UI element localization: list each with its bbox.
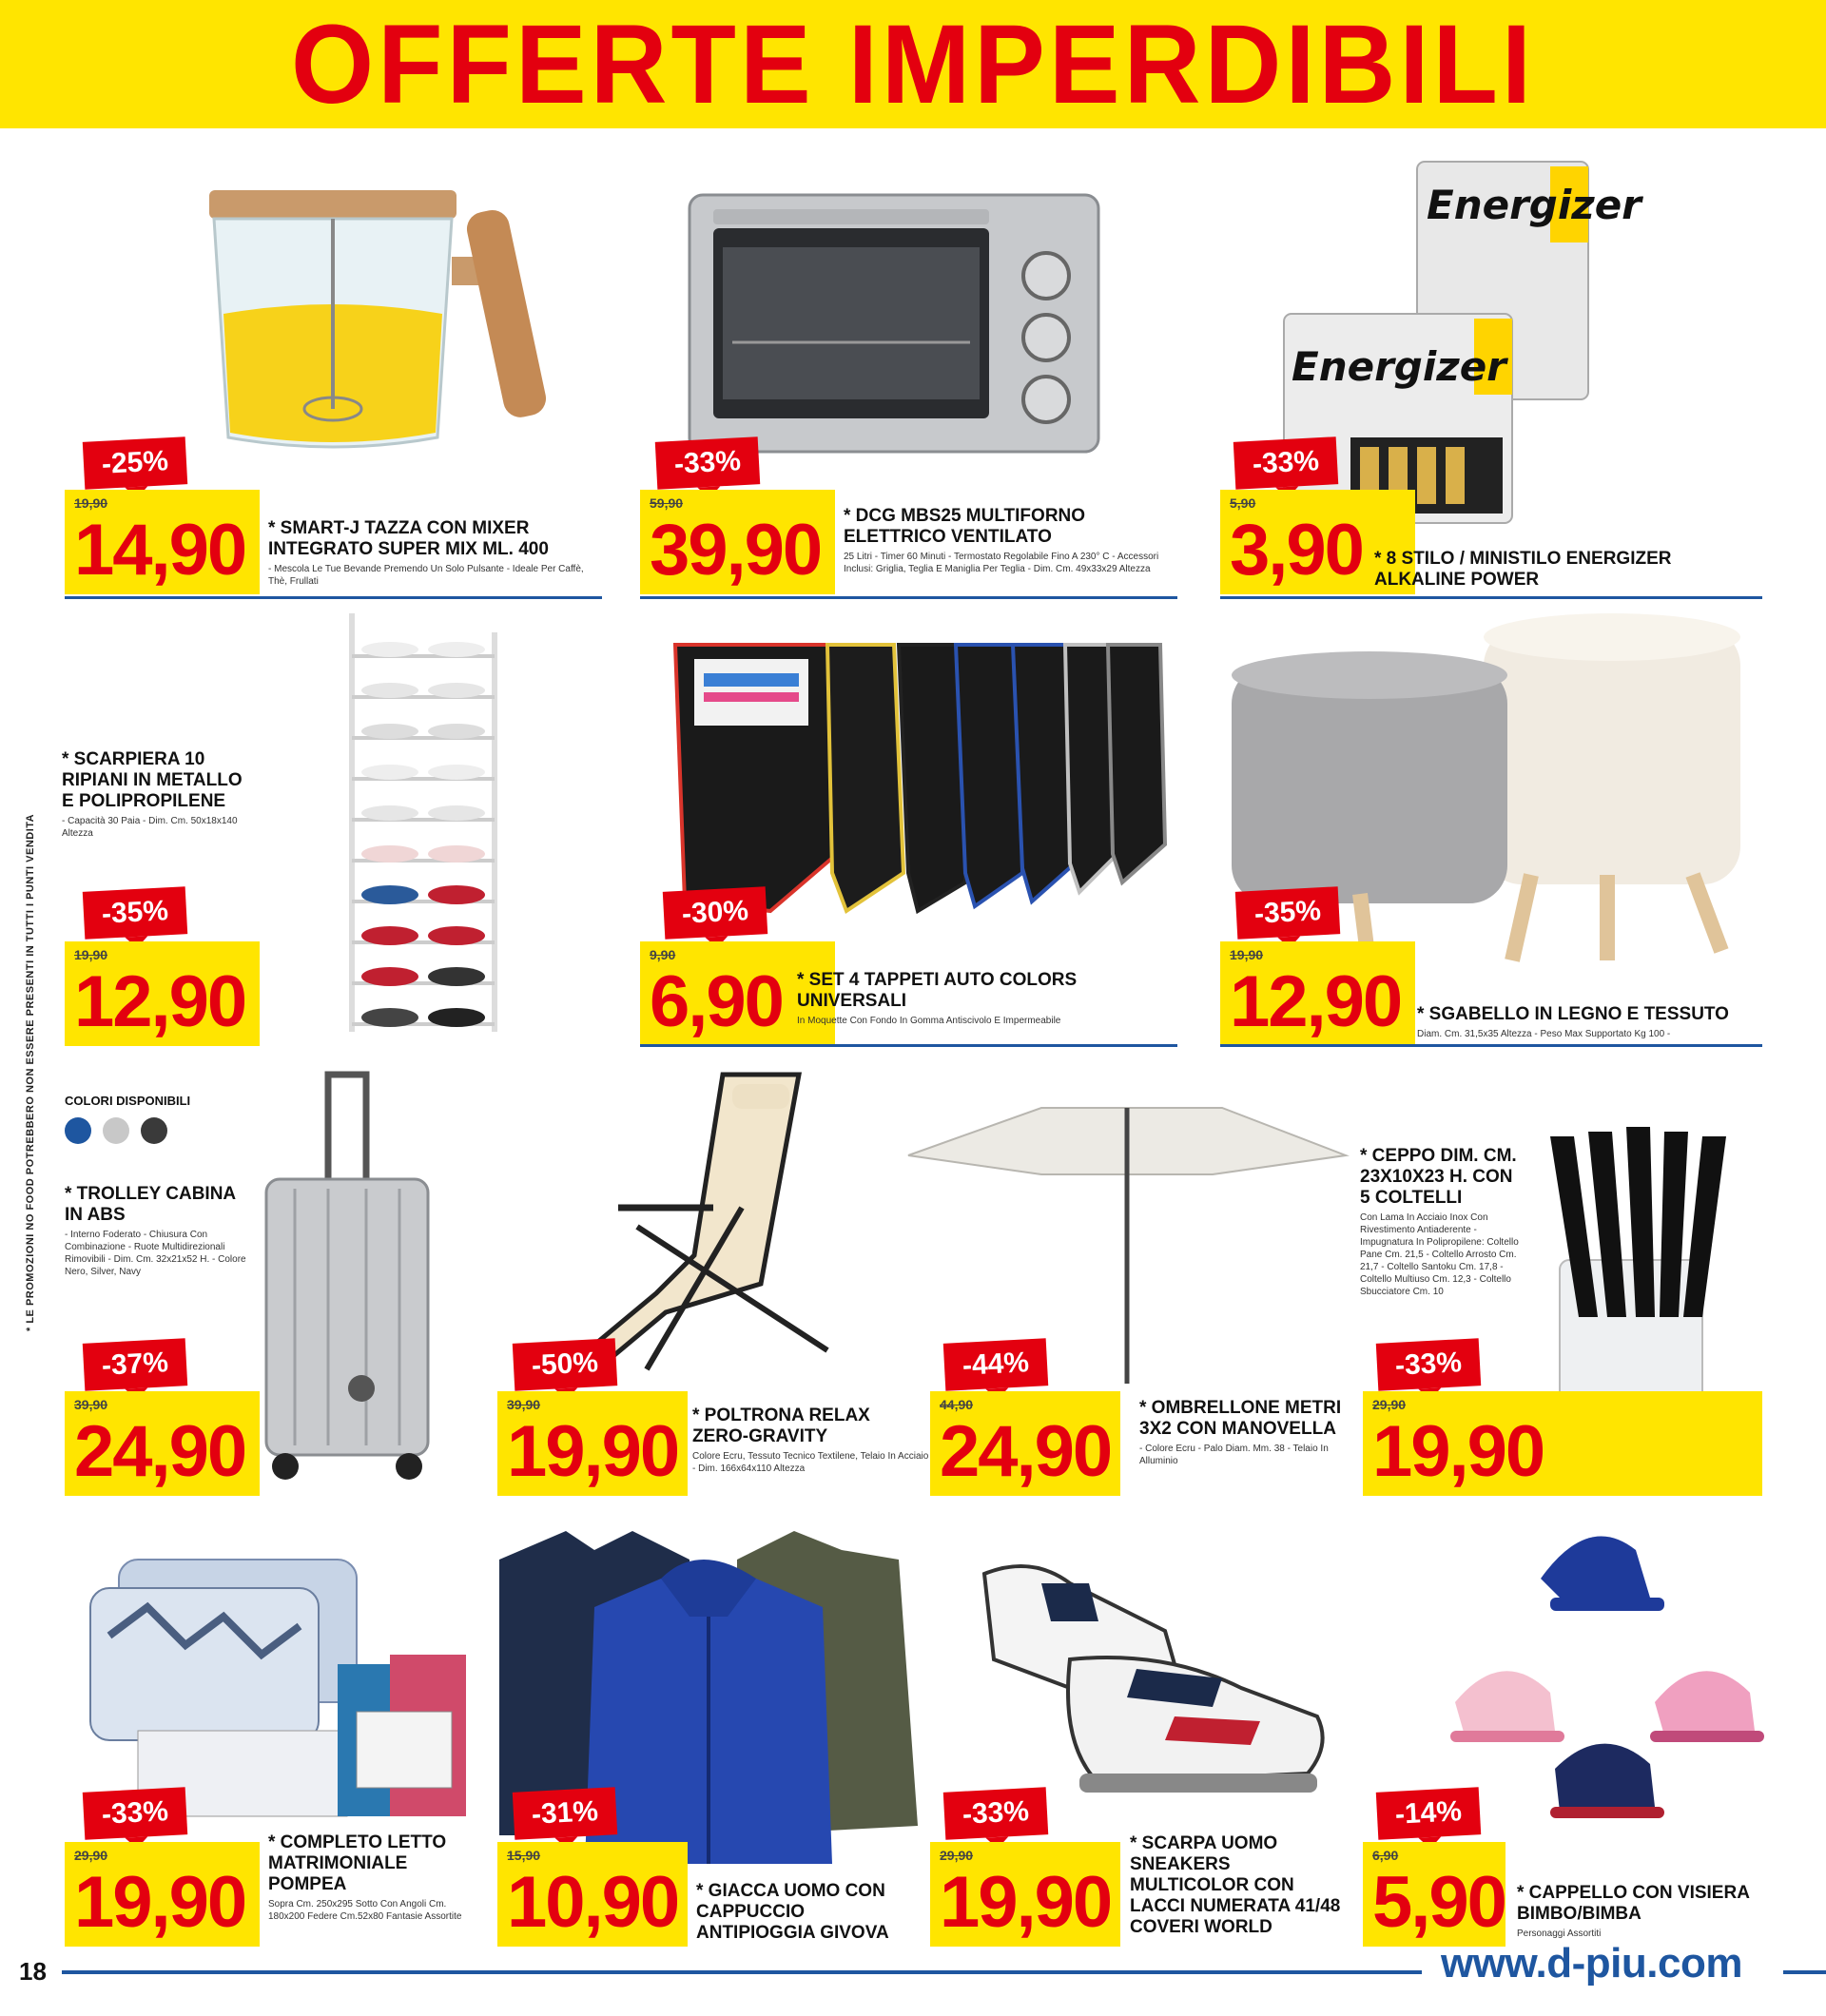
colors-available-label: COLORI DISPONIBILI <box>65 1094 191 1108</box>
sale-price: 3,90 <box>1230 510 1363 591</box>
discount-badge: -35% <box>1235 886 1340 940</box>
discount-badge: -33% <box>1376 1338 1481 1391</box>
price-box <box>640 490 835 594</box>
product-description <box>797 970 1101 1027</box>
sale-price: 19,90 <box>74 1862 246 1943</box>
car-mats-icon <box>666 635 1179 921</box>
svg-text:Energizer: Energizer <box>1292 343 1506 390</box>
discount-badge: -35% <box>83 886 187 940</box>
product-detail: Con Lama In Acciaio Inox Con Rivestimento Antiaderente - Impugnatura In Polipropilene: Coltello Pane Cm. 21,5 - Coltello Arrosto Cm. 21,7 - Coltello Santoku Cm. 17,8 - Coltello Multiuso Cm. 12,3 - Coltello Sbucciatore Cm. 10 <box>1360 1212 1519 1297</box>
price-box <box>65 490 260 594</box>
divider <box>1220 596 1762 599</box>
product-description <box>268 518 592 588</box>
discount-badge: -33% <box>943 1787 1048 1840</box>
price-box <box>1363 1842 1505 1947</box>
price-box <box>1220 941 1415 1046</box>
product-title: * DCG MBS25 MULTIFORNO ELETTRICO VENTILATO <box>844 506 1086 547</box>
product-detail: Colore Ecru, Tessuto Tecnico Textilene, Telaio In Acciaio - Dim. 166x64x110 Altezza <box>692 1451 929 1474</box>
discount-badge: -33% <box>655 436 760 490</box>
divider <box>640 596 1177 599</box>
product-title: * COMPLETO LETTO MATRIMONIALE POMPEA <box>268 1832 447 1894</box>
divider <box>640 1044 1177 1047</box>
color-swatch-silver[interactable] <box>103 1117 129 1144</box>
old-price: 19,90 <box>74 947 108 962</box>
footer-divider-right <box>1783 1970 1826 1974</box>
old-price: 5,90 <box>1230 495 1256 511</box>
sale-price: 5,90 <box>1372 1862 1505 1943</box>
old-price: 39,90 <box>507 1397 541 1412</box>
product-title: * SCARPIERA 10 RIPIANI IN METALLO E POLIPROPILENE <box>62 749 243 811</box>
old-price: 6,90 <box>1372 1848 1399 1863</box>
price-box <box>930 1842 1120 1947</box>
oven-icon <box>685 171 1103 456</box>
bed-linen-icon <box>81 1550 480 1826</box>
discount-badge: -33% <box>83 1787 187 1840</box>
discount-badge: -25% <box>83 436 187 490</box>
product-detail: 25 Litri - Timer 60 Minuti - Termostato Regolabile Fino A 230° C - Accessori Inclusi: Griglia, Teglia E Maniglia Per Teglia - Dim. Cm. 49x33x29 Altezza <box>844 552 1159 574</box>
page-title: OFFERTE IMPERDIBILI <box>291 1 1535 127</box>
color-swatch-navy[interactable] <box>65 1117 91 1144</box>
product-title: * TROLLEY CABINA IN ABS <box>65 1184 236 1225</box>
product-title: * OMBRELLONE METRI 3X2 CON MANOVELLA <box>1139 1398 1342 1439</box>
sale-price: 19,90 <box>940 1862 1112 1943</box>
product-detail: - Colore Ecru - Palo Diam. Mm. 38 - Telaio In Alluminio <box>1139 1444 1329 1466</box>
divider <box>1220 1044 1762 1047</box>
product-description <box>692 1405 930 1475</box>
product-detail: Diam. Cm. 31,5x35 Altezza - Peso Max Supportato Kg 100 - <box>1417 1029 1671 1039</box>
old-price: 59,90 <box>650 495 684 511</box>
discount-badge: -30% <box>663 886 767 940</box>
product-detail: - Interno Foderato - Chiusura Con Combinazione - Ruote Multidirezionali Rimovibili - Dim. Cm. 32x21x52 H. - Colore Nero, Silver, Navy <box>65 1230 246 1277</box>
product-title: * POLTRONA RELAX ZERO-GRAVITY <box>692 1405 870 1446</box>
trolley-icon <box>257 1065 437 1483</box>
old-price: 19,90 <box>1230 947 1264 962</box>
sale-price: 24,90 <box>940 1411 1112 1492</box>
old-price: 29,90 <box>1372 1397 1407 1412</box>
mixer-mug-icon <box>171 181 571 456</box>
divider <box>65 596 602 599</box>
product-title: * CEPPO DIM. CM. 23X10X23 H. CON 5 COLTELLI <box>1360 1146 1517 1208</box>
disclaimer-note: * LE PROMOZIONI NO FOOD POTREBBERO NON ESSERE PRESENTI IN TUTTI I PUNTI VENDITA <box>25 813 36 1331</box>
product-detail: Sopra Cm. 250x295 Sotto Con Angoli Cm. 180x200 Federe Cm.52x80 Fantasie Assortite <box>268 1899 462 1922</box>
discount-badge: -14% <box>1376 1787 1481 1840</box>
page-header <box>0 0 1826 128</box>
product-description <box>1130 1833 1349 1938</box>
product-detail: - Mescola Le Tue Bevande Premendo Un Solo Pulsante - Ideale Per Caffè, Thè, Frullati <box>268 564 584 587</box>
svg-text:Energizer: Energizer <box>1427 182 1641 228</box>
shoe-rack-icon <box>342 613 504 1032</box>
sale-price: 24,90 <box>74 1411 246 1492</box>
price-box <box>1363 1391 1762 1496</box>
sale-price: 6,90 <box>650 961 783 1042</box>
product-description <box>696 1881 924 1944</box>
product-description <box>1417 1004 1778 1040</box>
discount-badge: -44% <box>943 1338 1048 1391</box>
color-swatch-black[interactable] <box>141 1117 167 1144</box>
product-detail: In Moquette Con Fondo In Gomma Antiscivolo E Impermeabile <box>797 1016 1061 1026</box>
old-price: 9,90 <box>650 947 676 962</box>
old-price: 29,90 <box>74 1848 108 1863</box>
product-title: * GIACCA UOMO CON CAPPUCCIO ANTIPIOGGIA GIVOVA <box>696 1881 889 1943</box>
price-box <box>65 1842 260 1947</box>
discount-badge: -33% <box>1234 436 1338 490</box>
product-detail: - Capacità 30 Paia - Dim. Cm. 50x18x140 Altezza <box>62 816 238 839</box>
product-description <box>1360 1146 1526 1298</box>
sale-price: 39,90 <box>650 510 822 591</box>
discount-badge: -31% <box>513 1787 617 1840</box>
price-box <box>497 1842 688 1947</box>
sale-price: 12,90 <box>74 961 246 1042</box>
old-price: 19,90 <box>74 495 108 511</box>
price-box <box>930 1391 1120 1496</box>
sneaker-icon <box>975 1555 1336 1812</box>
product-title: * SCARPA UOMO SNEAKERS MULTICOLOR CON LACCI NUMERATA 41/48 COVERI WORLD <box>1130 1833 1341 1937</box>
footer-divider <box>62 1970 1422 1974</box>
old-price: 29,90 <box>940 1848 974 1863</box>
product-detail: Personaggi Assortiti <box>1517 1929 1602 1939</box>
price-box <box>65 1391 260 1496</box>
old-price: 15,90 <box>507 1848 541 1863</box>
product-description <box>1139 1398 1349 1467</box>
website-link[interactable]: www.d-piu.com <box>1441 1940 1742 1987</box>
sale-price: 19,90 <box>1372 1411 1544 1492</box>
old-price: 39,90 <box>74 1397 108 1412</box>
page-number: 18 <box>19 1957 47 1986</box>
discount-badge: -37% <box>83 1338 187 1391</box>
product-description <box>1374 549 1698 591</box>
product-title: * 8 STILO / MINISTILO ENERGIZER ALKALINE POWER <box>1374 549 1672 590</box>
sale-price: 14,90 <box>74 510 246 591</box>
lounge-chair-icon <box>590 1065 875 1379</box>
product-description <box>62 749 252 840</box>
product-description <box>1517 1883 1793 1940</box>
product-title: * SMART-J TAZZA CON MIXER INTEGRATO SUPER MIX ML. 400 <box>268 518 549 559</box>
cap-icon <box>1446 1512 1769 1835</box>
sale-price: 19,90 <box>507 1411 679 1492</box>
price-box <box>65 941 260 1046</box>
knife-block-icon <box>1522 1127 1740 1431</box>
product-description <box>65 1184 255 1278</box>
price-box <box>497 1391 688 1496</box>
product-title: * CAPPELLO CON VISIERA BIMBO/BIMBA <box>1517 1883 1750 1924</box>
discount-badge: -50% <box>513 1338 617 1391</box>
old-price: 44,90 <box>940 1397 974 1412</box>
sale-price: 12,90 <box>1230 961 1402 1042</box>
product-title: * SET 4 TAPPETI AUTO COLORS UNIVERSALI <box>797 970 1078 1011</box>
product-title: * SGABELLO IN LEGNO E TESSUTO <box>1417 1004 1729 1024</box>
product-description <box>844 506 1186 575</box>
product-description <box>268 1832 477 1923</box>
sale-price: 10,90 <box>507 1862 679 1943</box>
